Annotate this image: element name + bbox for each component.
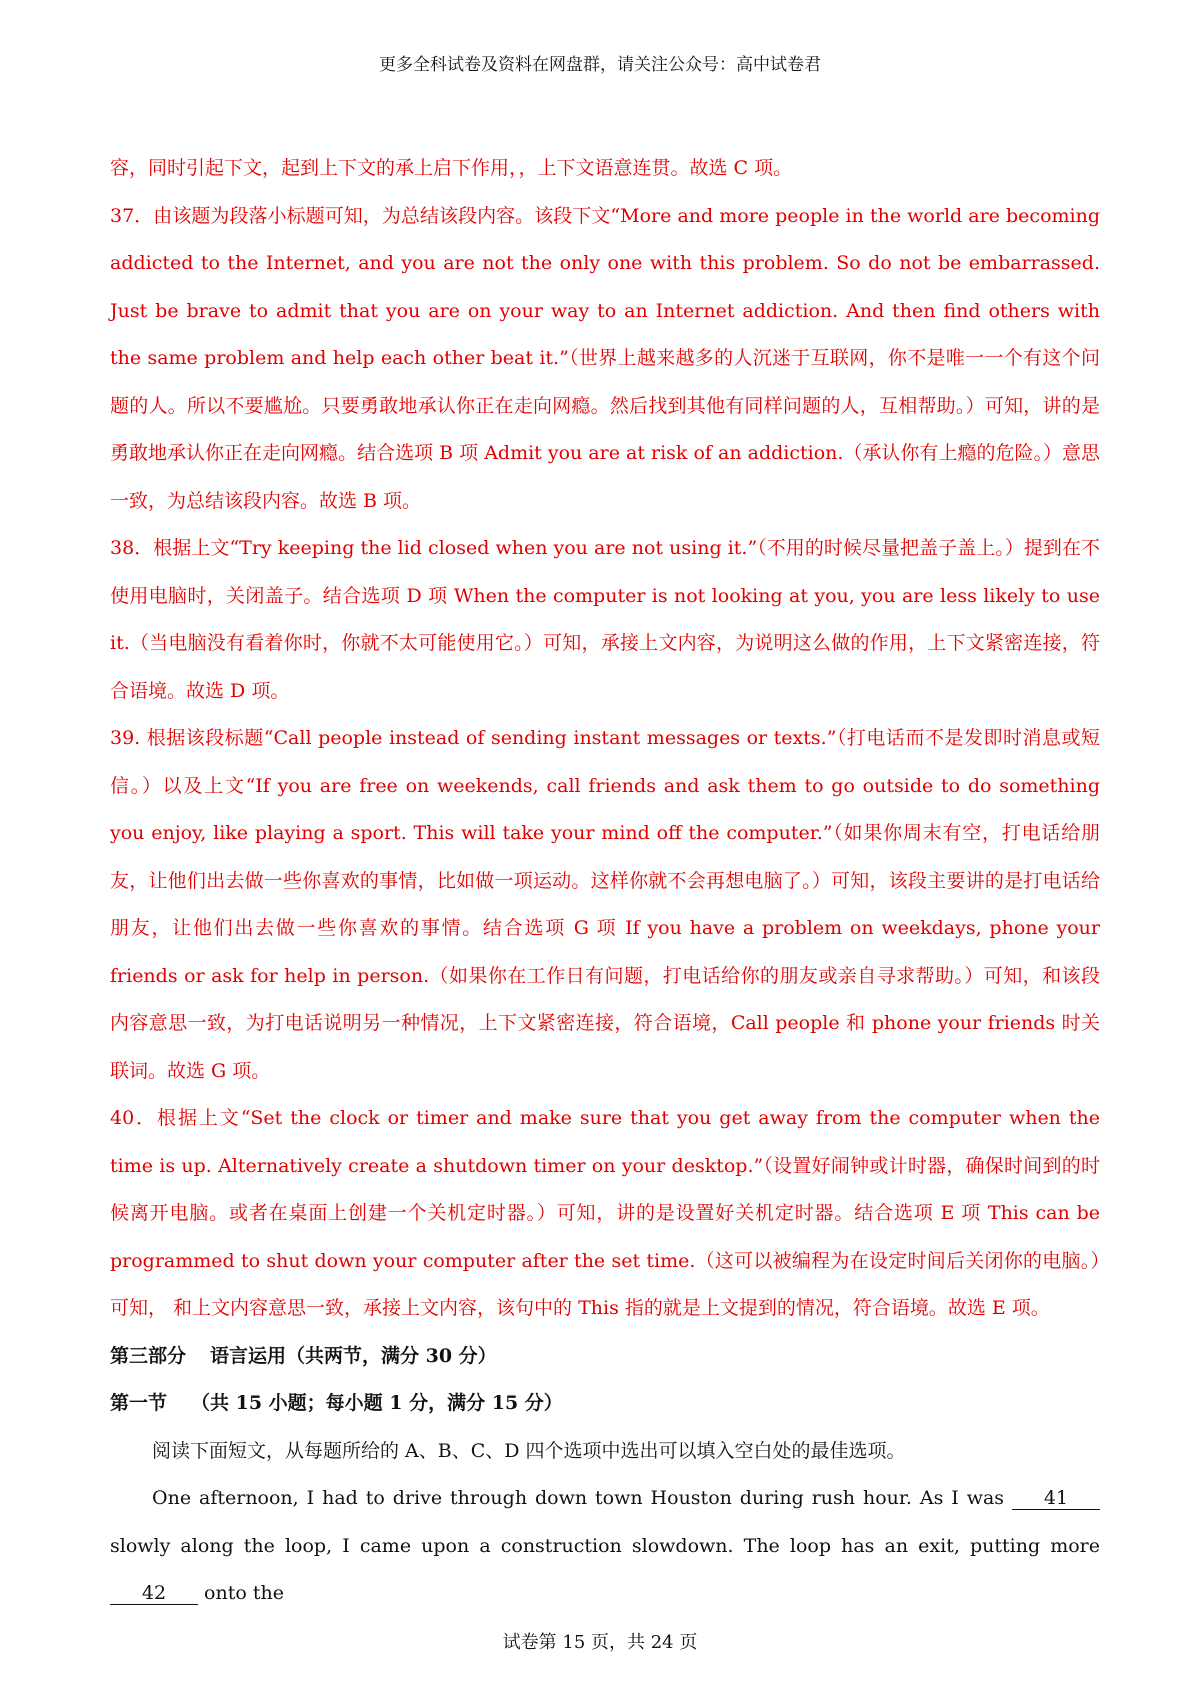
part3-description: 语言运用（共两节，满分 30 分） <box>210 1344 497 1367</box>
explanation-40: 40．根据上文“Set the clock or timer and make sure that you get away from the computer when the time is up. Alternatively create a shutdown timer on your desktop.”（设置好闹钟或计时器，确保时间到的时候离开电脑。或者在桌面上创建一个关机定时器。）可知，讲的是设置好关机定时器。结合选项 E 项 This can be programmed to shut down your computer after the set time.（这可以被编程为在设定时间后关闭你的电脑。）可知， 和上文内容意思一致，承接上文内容，该句中的 This 指的就是上文提到的情况，符合语境。故选 E 项。 <box>110 1107 1100 1319</box>
cloze-passage <box>110 1475 1100 1618</box>
page-header: 更多全科试卷及资料在网盘群，请关注公众号：高中试卷君 <box>379 55 821 75</box>
cloze-instruction: 阅读下面短文，从每题所给的 A、B、C、D 四个选项中选出可以填入空白处的最佳选项。 <box>152 1439 906 1462</box>
explanation-36-continued: 容，同时引起下文，起到上下文的承上启下作用，，上下文语意连贯。故选 C 项。 <box>110 157 793 179</box>
explanation-39: 39. 根据该段标题“Call people instead of sending instant messages or texts.”（打电话而不是发即时消息或短信。）以及上文“If you are free on weekends, call friends and ask them to go outside to do something you enjoy, like playing a sport. This will take your mind off the computer.”（如果你周末有空，打电话给朋友，让他们出去做一些你喜欢的事情，比如做一项运动。这样你就不会再想电脑了。）可知，该段主要讲的是打电话给朋友，让他们出去做一些你喜欢的事情。结合选项 G 项 If you have a problem on weekdays, phone your friends or ask for help in person.（如果你在工作日有问题，打电话给你的朋友或亲自寻求帮助。）可知，和该段内容意思一致，为打电话说明另一种情况，上下文紧密连接，符合语境，Call people 和 phone your friends 时关联词。故选 G 项。 <box>110 727 1100 1082</box>
section1-description: （共 15 小题；每小题 1 分，满分 15 分） <box>191 1392 563 1414</box>
blank-42: 42 <box>110 1582 198 1605</box>
part3-label: 第三部分 <box>110 1344 187 1367</box>
blank-41: 41 <box>1012 1487 1100 1510</box>
explanation-38: 38．根据上文“Try keeping the lid closed when you are not using it.”（不用的时候尽量把盖子盖上。）提到在不使用电脑时，关闭盖子。结合选项 D 项 When the computer is not looking at you, you are less likely to use it.（当电脑没有看着你时，你就不太可能使用它。）可知，承接上文内容，为说明这么做的作用，上下文紧密连接，符合语境。故选 D 项。 <box>110 537 1100 702</box>
explanation-37: 37．由该题为段落小标题可知，为总结该段内容。该段下文“More and more people in the world are becoming addicted to the Internet, and you are not the only one with this problem. So do not be embarrassed. Just be brave to admit that you are on your way to an Internet addiction. And then find others with the same problem and help each other beat it.”（世界上越来越多的人沉迷于互联网，你不是唯一一个有这个问题的人。所以不要尴尬。只要勇敢地承认你正在走向网瘾。然后找到其他有同样问题的人，互相帮助。）可知，讲的是勇敢地承认你正在走向网瘾。结合选项 B 项 Admit you are at risk of an addiction.（承认你有上瘾的危险。）意思一致，为总结该段内容。故选 B 项。 <box>110 204 1100 512</box>
page-footer: 试卷第 15 页，共 24 页 <box>502 1632 698 1653</box>
answer-explanations <box>110 145 1100 1333</box>
section1-label: 第一节 <box>110 1392 168 1414</box>
part3-title <box>110 1333 1100 1381</box>
section1-title <box>110 1380 1100 1428</box>
passage-text-3: onto the <box>198 1582 284 1604</box>
passage-text-1: One afternoon, I had to drive through down town Houston during rush hour. As I was <box>152 1487 1012 1509</box>
page-content <box>110 145 1100 1618</box>
passage-text-2: slowly along the loop, I came upon a construction slowdown. The loop has an exit, putting more <box>110 1534 1100 1557</box>
